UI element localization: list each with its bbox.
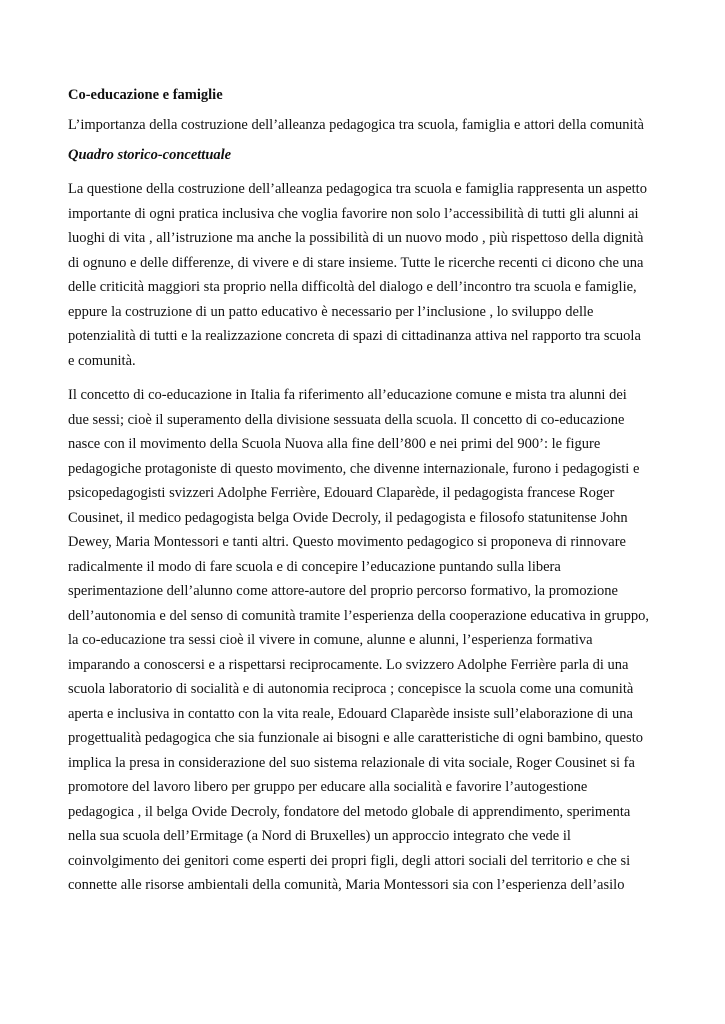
text-line: la co-educazione tra sessi cioè il vivere in comune, alunne e alunni, l’esperienza formativa (68, 632, 593, 648)
text-line: nasce con il movimento della Scuola Nuova alla fine dell’800 e nei primi del 900’: le figure (68, 436, 601, 452)
text-line: eppure la costruzione di un patto educativo è necessario per l’inclusione , lo sviluppo delle (68, 303, 594, 320)
text-line: importante di ogni pratica inclusiva che voglia favorire non solo l’accessibilità di tutti gli alunni ai (68, 205, 639, 222)
text-line: progettualità pedagogica che sia funzionale ai bisogni e alle caratteristiche di ogni bambino, questo (68, 730, 643, 746)
text-line: potenzialità di tutti e la realizzazione concreta di spazi di cittadinanza attiva nel rapporto tra scuola (68, 328, 641, 344)
text-line: luoghi di vita , all’istruzione ma anche la possibilità di un nuovo modo , più rispettoso della dignità (68, 230, 644, 246)
text-line: nella sua scuola dell’Ermitage (a Nord di Bruxelles) un approccio integrato che vede il (68, 828, 571, 844)
document-subtitle: L’importanza della costruzione dell’alleanza pedagogica tra scuola, famiglia e attori della comunità (68, 117, 644, 133)
paragraph-1 (68, 177, 668, 373)
text-line: di ognuno e delle differenze, di vivere e di stare insieme. Tutte le ricerche recenti ci dicono che una (68, 254, 644, 271)
text-line: imparando a conoscersi e a rispettarsi reciprocamente. Lo svizzero Adolphe Ferrière parla di una (68, 656, 629, 673)
text-line: psicopedagogisti svizzeri Adolphe Ferrière, Edouard Claparède, il pedagogista francese Roger (68, 485, 615, 501)
text-line: pedagogiche protagoniste di questo movimento, che divenne internazionale, furono i pedagogisti e (68, 460, 640, 477)
text-line: pedagogica , il belga Ovide Decroly, fondatore del metodo globale di apprendimento, sperimenta (68, 803, 631, 820)
text-line: connette alle risorse ambientali della comunità, Maria Montessori sia con l’esperienza dell’asilo (68, 877, 625, 893)
text-line: Cousinet, il medico pedagogista belga Ovide Decroly, il pedagogista e filosofo statunitense John (68, 509, 628, 526)
text-line: dell’autonomia e del senso di comunità tramite l’esperienza della cooperazione educativa in gruppo, (68, 607, 649, 624)
text-line: Il concetto di co-educazione in Italia fa riferimento all’educazione comune e mista tra alunni dei (68, 387, 627, 403)
text-line: aperta e inclusiva in contatto con la vita reale, Edouard Claparède insiste sull’elaborazione di una (68, 705, 633, 722)
paragraph-2 (68, 383, 668, 898)
text-line: e comunità. (68, 352, 136, 369)
text-line: implica la presa in considerazione del suo sistema relazionale di vita sociale, Roger Cousinet si fa (68, 754, 635, 771)
text-line: radicalmente il modo di fare scuola e di concepire l’educazione puntando sulla libera (68, 558, 561, 575)
text-line: promotore del lavoro libero per gruppo per educare alla socialità e favorire l’autogestione (68, 779, 588, 795)
document-page (68, 85, 668, 908)
text-line: delle criticità maggiori sta proprio nella difficoltà del dialogo e dell’incontro tra scuola e famiglie, (68, 279, 637, 295)
text-line: Dewey, Maria Montessori e tanti altri. Questo movimento pedagogico si proponeva di rinnovare (68, 534, 626, 550)
document-title: Co-educazione e famiglie (68, 87, 223, 103)
text-line: La questione della costruzione dell’alleanza pedagogica tra scuola e famiglia rappresenta un aspetto (68, 181, 647, 197)
text-line: sperimentazione dell’alunno come attore-autore del proprio percorso formativo, la promozione (68, 583, 618, 599)
text-line: due sessi; cioè il superamento della divisione sessuata della scuola. Il concetto di co-educazione (68, 411, 625, 428)
text-line: coinvolgimento dei genitori come esperti dei propri figli, degli attori sociali del territorio e che si (68, 852, 631, 869)
text-line: scuola laboratorio di socialità e di autonomia reciproca ; concepisce la scuola come una comunità (68, 681, 634, 697)
section-heading: Quadro storico-concettuale (68, 147, 232, 163)
